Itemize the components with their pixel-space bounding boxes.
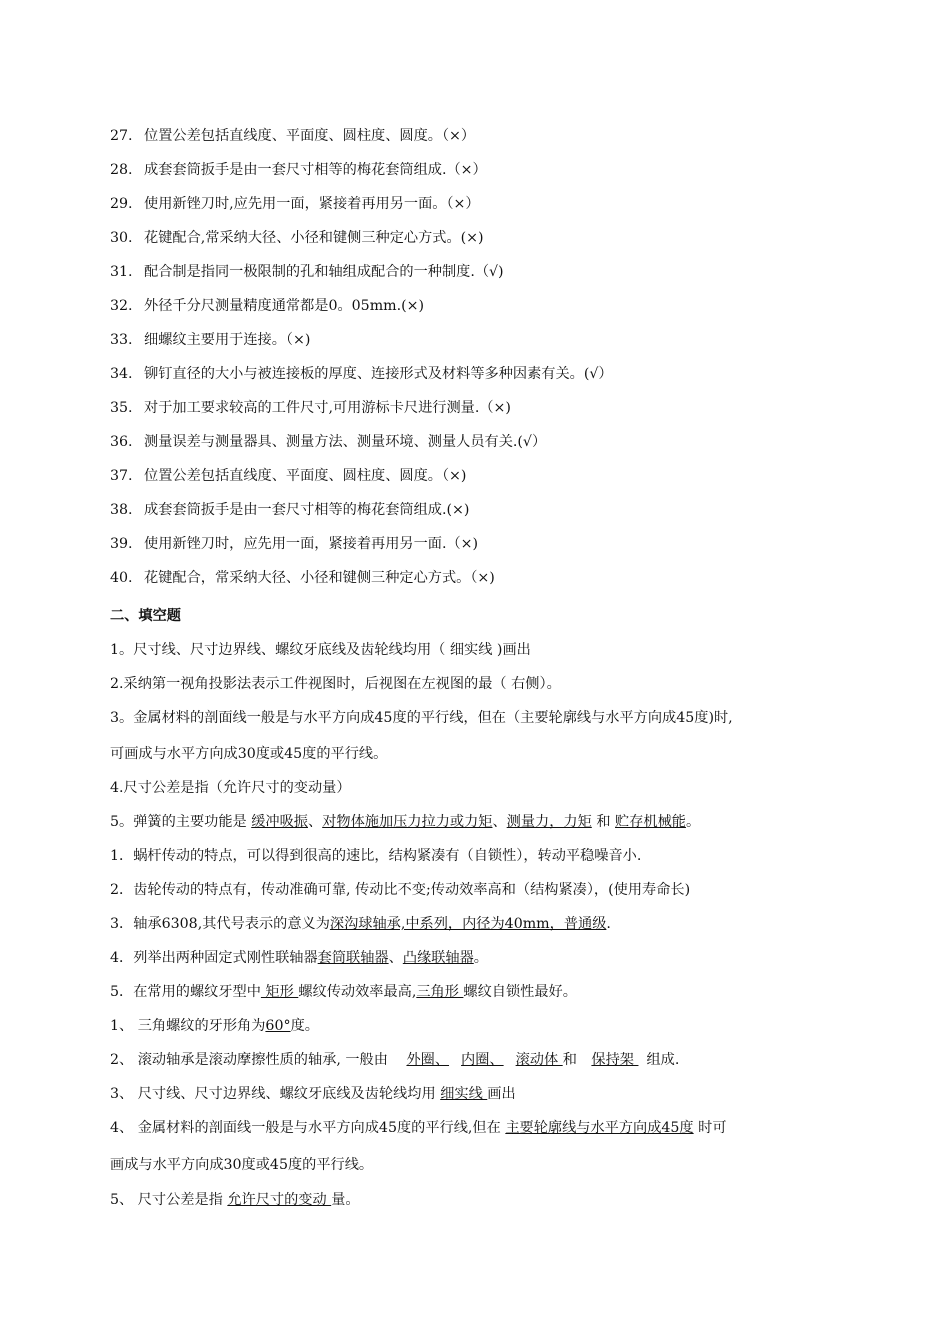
extra-item-4-cont: 画成与水平方向成30度或45度的平行线。 bbox=[110, 1157, 374, 1173]
item-number: 32. bbox=[110, 298, 133, 314]
answer-blank: 外圈、 bbox=[406, 1052, 450, 1068]
answer-blank: 细实线 bbox=[440, 1086, 488, 1102]
list-item bbox=[110, 568, 870, 588]
text-span: 3．轴承6308,其代号表示的意义为 bbox=[110, 916, 330, 932]
item-text: 成套套筒扳手是由一套尺寸相等的梅花套筒组成.(×) bbox=[144, 502, 470, 518]
text-span: . bbox=[606, 916, 611, 932]
item-number: 27. bbox=[110, 128, 133, 144]
item-number: 36. bbox=[110, 434, 133, 450]
item-text: 细螺纹主要用于连接。（×) bbox=[144, 332, 311, 348]
item-number: 37. bbox=[110, 468, 133, 484]
text-span: 4．列举出两种固定式刚性联轴器 bbox=[110, 950, 318, 966]
item-text: 配合制是指同一极限制的孔和轴组成配合的一种制度.（√) bbox=[144, 264, 504, 280]
text-span: 螺纹自锁性最好。 bbox=[463, 984, 577, 1000]
extra-item-1 bbox=[110, 1016, 870, 1036]
item-number: 31. bbox=[110, 264, 133, 280]
item-number: 34. bbox=[110, 366, 133, 382]
answer-blank: 对物体施加压力拉力或力矩 bbox=[322, 814, 493, 830]
item-text: 铆钉直径的大小与被连接板的厚度、连接形式及材料等多种因素有关。(√） bbox=[144, 366, 613, 382]
list-item bbox=[110, 126, 870, 146]
text-span: 3、 尺寸线、尺寸边界线、螺纹牙底线及齿轮线均用 bbox=[110, 1086, 441, 1102]
text-span: 2、 滚动轴承是滚动摩擦性质的轴承, 一般由 bbox=[110, 1052, 393, 1068]
list-item bbox=[110, 432, 870, 452]
answer-blank: 主要轮廓线与水平方向成45度 bbox=[505, 1120, 694, 1136]
text-span: 。 bbox=[473, 950, 488, 966]
answer-blank: 矩形 bbox=[260, 984, 299, 1000]
fill-item-2: 2.采纳第一视角投影法表示工件视图时，后视图在左视图的最（ 右侧）。 bbox=[110, 676, 561, 692]
text-span: 5。弹簧的主要功能是 bbox=[110, 814, 252, 830]
text-span: 量。 bbox=[331, 1192, 360, 1208]
text-span: 。 bbox=[685, 814, 701, 830]
text-span: 5、 尺寸公差是指 bbox=[110, 1192, 228, 1208]
item-number: 38. bbox=[110, 502, 133, 518]
item-number: 35. bbox=[110, 400, 133, 416]
text-span: 5．在常用的螺纹牙型中 bbox=[110, 984, 261, 1000]
list-item bbox=[110, 160, 870, 180]
section-title: 二、填空题 bbox=[110, 608, 181, 624]
item-text: 花键配合，常采纳大径、小径和键侧三种定心方式。（×) bbox=[144, 570, 495, 586]
answer-blank: 内圈、 bbox=[461, 1052, 504, 1068]
text-span: 和 bbox=[591, 814, 616, 830]
answer-blank: 深沟球轴承,中系列，内径为40mm，普通级 bbox=[329, 916, 607, 932]
answer-blank: 允许尺寸的变动 bbox=[227, 1192, 332, 1208]
list-item bbox=[110, 398, 870, 418]
answer-blank: 保持架 bbox=[591, 1052, 639, 1068]
text-span: 4、 金属材料的剖面线一般是与水平方向成45度的平行线,但在 bbox=[110, 1120, 506, 1136]
fill-item-1: 1。尺寸线、尺寸边界线、螺纹牙底线及齿轮线均用（ 细实线 )画出 bbox=[110, 642, 531, 658]
fill-item-3: 3。金属材料的剖面线一般是与水平方向成45度的平行线，但在（主要轮廓线与水平方向成45度)时, bbox=[110, 710, 733, 726]
list-item bbox=[110, 262, 870, 282]
text-span: 螺纹传动效率最高, bbox=[298, 984, 417, 1000]
item-text: 使用新锉刀时，应先用一面，紧接着再用另一面.（×) bbox=[144, 536, 479, 552]
extra-item-3 bbox=[110, 1084, 870, 1104]
item-number: 33. bbox=[110, 332, 133, 348]
fill-item-4: 4.尺寸公差是指（允许尺寸的变动量） bbox=[110, 780, 351, 796]
answer-blank: 套筒联轴器 bbox=[317, 950, 389, 966]
mech-item-2: 2．齿轮传动的特点有，传动准确可靠, 传动比不变;传动效率高和（结构紧凑），(使用寿命长) bbox=[110, 882, 691, 898]
item-number: 29. bbox=[110, 196, 133, 212]
item-text: 使用新锉刀时,应先用一面，紧接着再用另一面。（×） bbox=[144, 196, 480, 212]
item-text: 对于加工要求较高的工件尺寸,可用游标卡尺进行测量.（×) bbox=[144, 400, 511, 416]
answer-blank: 三角形 bbox=[416, 984, 464, 1000]
mech-item-1: 1．蜗杆传动的特点，可以得到很高的速比，结构紧凑有（自锁性），转动平稳噪音小. bbox=[110, 848, 642, 864]
item-text: 位置公差包括直线度、平面度、圆柱度、圆度。（×） bbox=[144, 128, 476, 144]
answer-blank: 滚动体 bbox=[515, 1052, 563, 1068]
list-item bbox=[110, 228, 870, 248]
answer-blank: 贮存机械能 bbox=[615, 814, 686, 830]
list-item bbox=[110, 534, 870, 554]
mech-item-4 bbox=[110, 948, 870, 968]
text-span: 时可 bbox=[693, 1120, 727, 1136]
item-text: 外径千分尺测量精度通常都是0。05mm.(×) bbox=[144, 298, 425, 314]
list-item bbox=[110, 194, 870, 214]
item-text: 测量误差与测量器具、测量方法、测量环境、测量人员有关.(√） bbox=[144, 434, 547, 450]
item-number: 39. bbox=[110, 536, 133, 552]
item-text: 成套套筒扳手是由一套尺寸相等的梅花套筒组成.（×） bbox=[144, 162, 487, 178]
item-number: 28. bbox=[110, 162, 133, 178]
fill-item-5 bbox=[110, 812, 870, 832]
mech-item-5 bbox=[110, 982, 870, 1002]
answer-blank: 凸缘联轴器 bbox=[402, 950, 474, 966]
answer-blank: 缓冲吸振 bbox=[251, 814, 308, 830]
list-item bbox=[110, 330, 870, 350]
text-span: 画出 bbox=[487, 1086, 516, 1102]
fill-item-3-cont: 可画成与水平方向成30度或45度的平行线。 bbox=[110, 746, 388, 762]
text-span: 、 bbox=[492, 814, 507, 830]
text-span: 组成. bbox=[646, 1052, 680, 1068]
text-span: 、 bbox=[308, 814, 323, 830]
mech-item-3 bbox=[110, 914, 870, 934]
extra-item-4 bbox=[110, 1118, 870, 1138]
list-item bbox=[110, 500, 870, 520]
extra-item-2 bbox=[110, 1050, 870, 1070]
list-item bbox=[110, 466, 870, 486]
answer-blank: 60° bbox=[265, 1018, 291, 1034]
text-span: 、 bbox=[388, 950, 403, 966]
text-span: 度。 bbox=[290, 1018, 319, 1034]
extra-item-5 bbox=[110, 1190, 870, 1210]
item-text: 花键配合,常采纳大径、小径和键侧三种定心方式。(×) bbox=[144, 230, 484, 246]
list-item bbox=[110, 364, 870, 384]
item-number: 40. bbox=[110, 570, 133, 586]
list-item bbox=[110, 296, 870, 316]
item-text: 位置公差包括直线度、平面度、圆柱度、圆度。（×) bbox=[144, 468, 467, 484]
answer-blank: 测量力，力矩 bbox=[506, 814, 592, 830]
text-span: 和 bbox=[562, 1052, 582, 1068]
item-number: 30. bbox=[110, 230, 133, 246]
text-span: 1、 三角螺纹的牙形角为 bbox=[110, 1018, 266, 1034]
